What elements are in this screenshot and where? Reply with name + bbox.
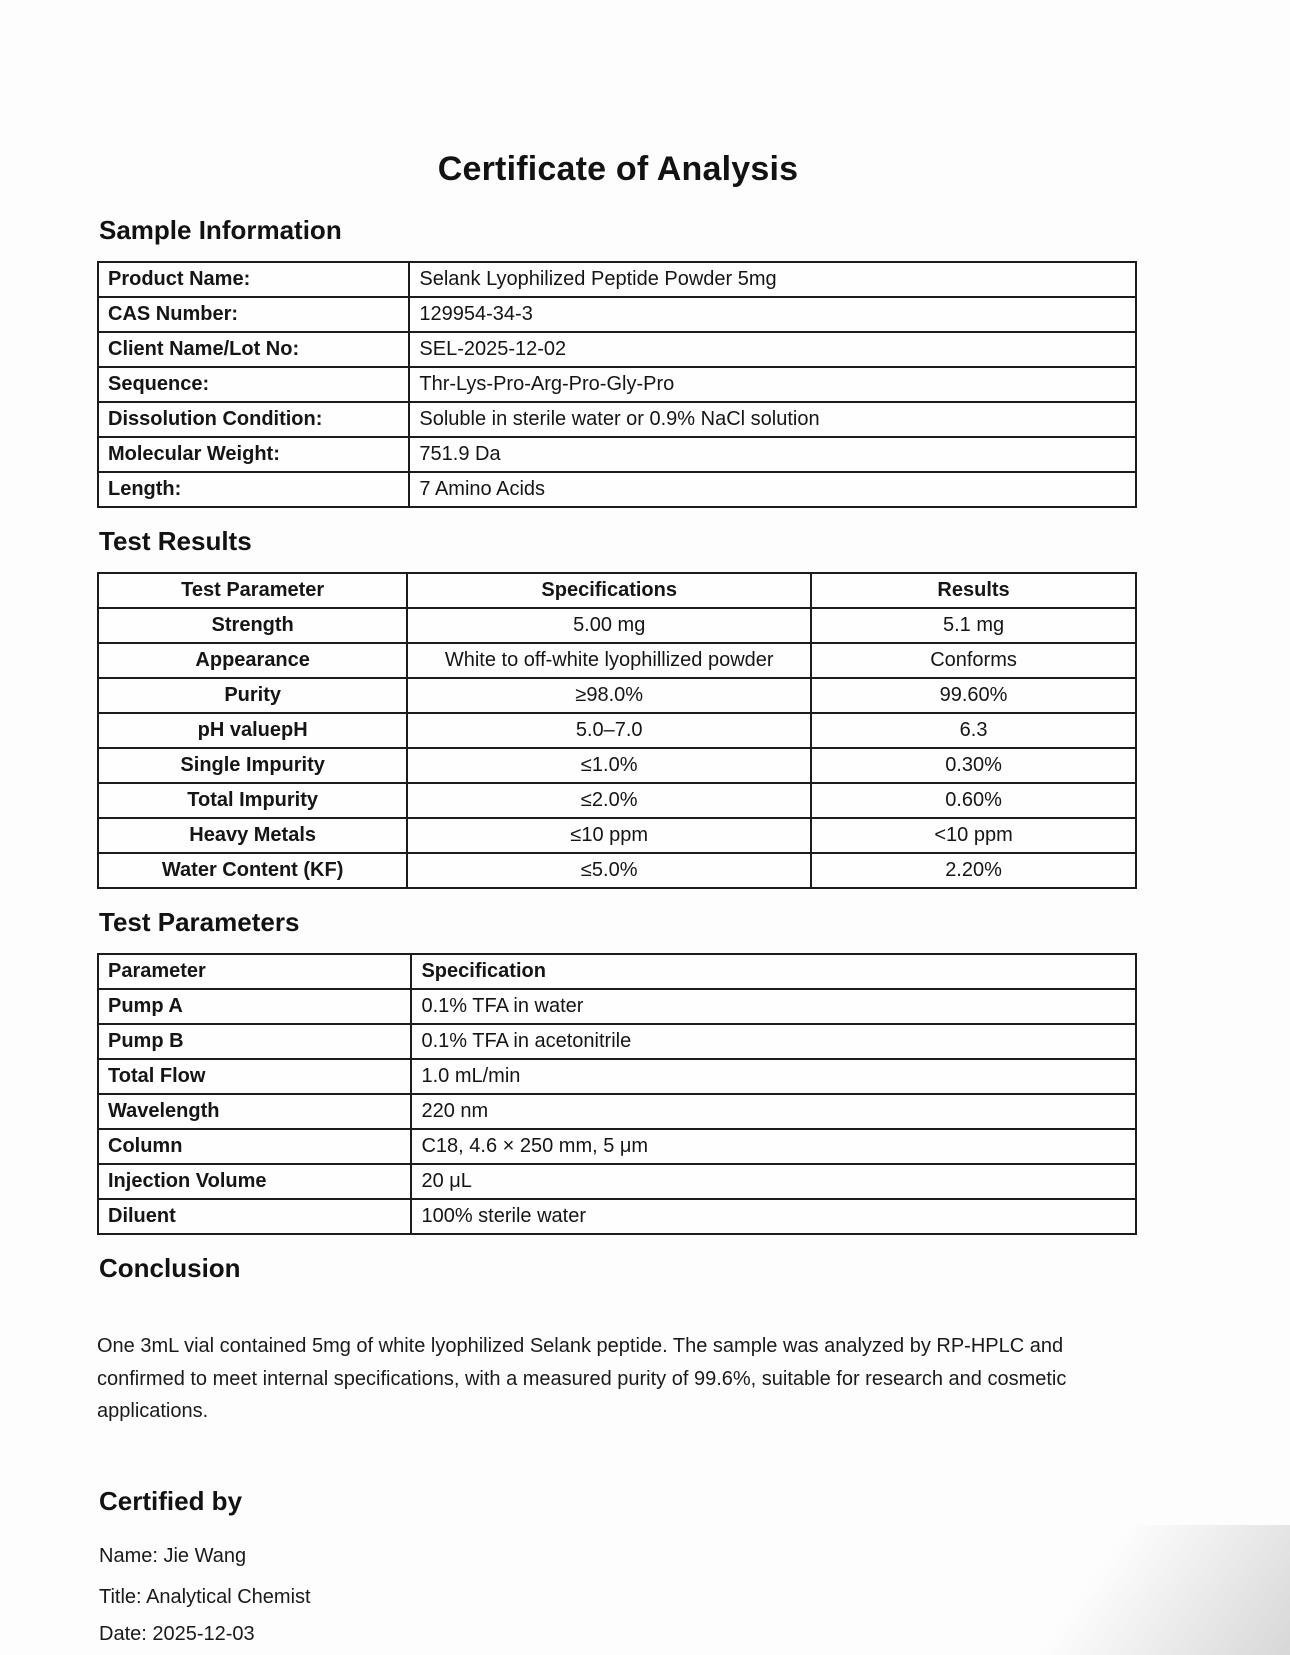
parameter-cell: Injection Volume xyxy=(98,1164,411,1199)
table-row xyxy=(98,297,1136,332)
table-row xyxy=(98,748,1136,783)
test-results-table xyxy=(97,572,1137,889)
test-parameter-cell: Total Impurity xyxy=(98,783,407,818)
result-cell: 5.1 mg xyxy=(811,608,1136,643)
certifier-title-line xyxy=(99,1586,1139,1609)
test-parameter-cell: pH valuepH xyxy=(98,713,407,748)
column-header: Test Parameter xyxy=(98,573,407,608)
certifier-name-label: Name: xyxy=(99,1544,158,1567)
table-row xyxy=(98,1024,1136,1059)
table-row xyxy=(98,402,1136,437)
table-row xyxy=(98,643,1136,678)
specification-cell: 0.1% TFA in water xyxy=(411,989,1136,1024)
row-value: Thr-Lys-Pro-Arg-Pro-Gly-Pro xyxy=(409,367,1136,402)
parameter-cell: Pump A xyxy=(98,989,411,1024)
row-value: 129954-34-3 xyxy=(409,297,1136,332)
result-cell: Conforms xyxy=(811,643,1136,678)
specification-cell: 220 nm xyxy=(411,1094,1136,1129)
table-row xyxy=(98,713,1136,748)
test-parameters-heading: Test Parameters xyxy=(99,907,300,937)
document-title: Certificate of Analysis xyxy=(437,150,799,188)
specification-cell: 1.0 mL/min xyxy=(411,1059,1136,1094)
specification-cell: ≤1.0% xyxy=(407,748,811,783)
row-label: Product Name: xyxy=(98,262,409,297)
row-value: 751.9 Da xyxy=(409,437,1136,472)
row-label: Length: xyxy=(98,472,409,507)
row-label: CAS Number: xyxy=(98,297,409,332)
specification-cell: ≤2.0% xyxy=(407,783,811,818)
column-header: Specification xyxy=(411,954,1136,989)
table-row xyxy=(98,332,1136,367)
table-row xyxy=(98,262,1136,297)
result-cell: 0.30% xyxy=(811,748,1136,783)
table-row xyxy=(98,367,1136,402)
table-row xyxy=(98,1199,1136,1234)
parameter-cell: Pump B xyxy=(98,1024,411,1059)
test-parameter-cell: Water Content (KF) xyxy=(98,853,407,888)
specification-cell: 100% sterile water xyxy=(411,1199,1136,1234)
specification-cell: 20 μL xyxy=(411,1164,1136,1199)
row-value: Selank Lyophilized Peptide Powder 5mg xyxy=(409,262,1136,297)
table-row xyxy=(98,472,1136,507)
table-row xyxy=(98,1094,1136,1129)
certification-date-label: Date: xyxy=(99,1622,147,1645)
sample-information-heading: Sample Information xyxy=(99,215,342,245)
table-header-row xyxy=(98,954,1136,989)
conclusion-text: One 3mL vial contained 5mg of white lyophilized Selank peptide. The sample was analyzed by RP-HPLC and confirmed to meet internal specifications, with a measured purity of 99.6%, suitable for research and cosmetic applications. xyxy=(97,1335,1067,1423)
result-cell: 0.60% xyxy=(811,783,1136,818)
specification-cell: ≥98.0% xyxy=(407,678,811,713)
table-row xyxy=(98,1129,1136,1164)
table-row xyxy=(98,783,1136,818)
specification-cell: C18, 4.6 × 250 mm, 5 μm xyxy=(411,1129,1136,1164)
column-header: Specifications xyxy=(407,573,811,608)
certifier-title: Analytical Chemist xyxy=(146,1585,311,1608)
table-row xyxy=(98,818,1136,853)
certificate-content xyxy=(97,0,1139,1646)
row-label: Molecular Weight: xyxy=(98,437,409,472)
parameter-cell: Total Flow xyxy=(98,1059,411,1094)
table-row xyxy=(98,437,1136,472)
row-label: Dissolution Condition: xyxy=(98,402,409,437)
table-row xyxy=(98,678,1136,713)
result-cell: 99.60% xyxy=(811,678,1136,713)
test-results-heading: Test Results xyxy=(99,526,252,556)
result-cell: <10 ppm xyxy=(811,818,1136,853)
certification-date-line xyxy=(99,1623,1139,1646)
row-value: Soluble in sterile water or 0.9% NaCl solution xyxy=(409,402,1136,437)
specification-cell: 5.00 mg xyxy=(407,608,811,643)
certifier-name-line xyxy=(99,1545,1139,1568)
row-label: Client Name/Lot No: xyxy=(98,332,409,367)
table-header-row xyxy=(98,573,1136,608)
parameter-cell: Diluent xyxy=(98,1199,411,1234)
row-label: Sequence: xyxy=(98,367,409,402)
row-value: SEL-2025-12-02 xyxy=(409,332,1136,367)
certified-by-heading: Certified by xyxy=(99,1485,243,1516)
row-value: 7 Amino Acids xyxy=(409,472,1136,507)
specification-cell: White to off-white lyophillized powder xyxy=(407,643,811,678)
conclusion-heading: Conclusion xyxy=(99,1253,241,1283)
certifier-title-label: Title: xyxy=(99,1585,142,1608)
parameter-cell: Wavelength xyxy=(98,1094,411,1129)
table-row xyxy=(98,989,1136,1024)
certification-date: 2025-12-03 xyxy=(152,1622,255,1645)
column-header: Results xyxy=(811,573,1136,608)
table-row xyxy=(98,853,1136,888)
sample-information-table xyxy=(97,261,1137,508)
column-header: Parameter xyxy=(98,954,411,989)
table-row xyxy=(98,1164,1136,1199)
specification-cell: ≤10 ppm xyxy=(407,818,811,853)
test-parameters-table xyxy=(97,953,1137,1235)
parameter-cell: Column xyxy=(98,1129,411,1164)
table-row xyxy=(98,608,1136,643)
certifier-name: Jie Wang xyxy=(163,1544,247,1567)
test-parameter-cell: Strength xyxy=(98,608,407,643)
test-parameter-cell: Heavy Metals xyxy=(98,818,407,853)
table-row xyxy=(98,1059,1136,1094)
result-cell: 6.3 xyxy=(811,713,1136,748)
specification-cell: 0.1% TFA in acetonitrile xyxy=(411,1024,1136,1059)
test-parameter-cell: Appearance xyxy=(98,643,407,678)
specification-cell: ≤5.0% xyxy=(407,853,811,888)
test-parameter-cell: Single Impurity xyxy=(98,748,407,783)
test-parameter-cell: Purity xyxy=(98,678,407,713)
specification-cell: 5.0–7.0 xyxy=(407,713,811,748)
result-cell: 2.20% xyxy=(811,853,1136,888)
